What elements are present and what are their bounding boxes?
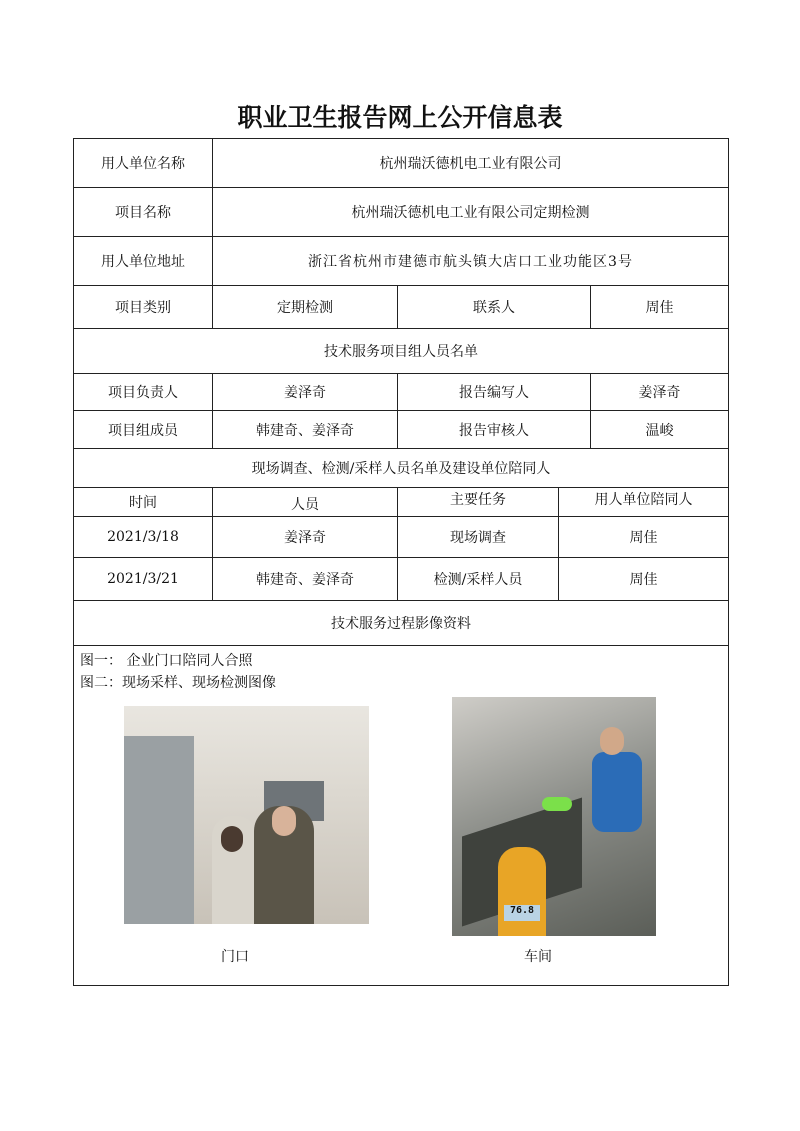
project-label: 项目名称 [73, 187, 213, 237]
employer-label: 用人单位名称 [73, 138, 213, 188]
category-label: 项目类别 [73, 285, 213, 329]
col-task: 主要任务 [397, 487, 559, 517]
meter-reading: 76.8 [504, 905, 540, 921]
survey-header: 现场调查、检测/采样人员名单及建设单位陪同人 [73, 448, 729, 488]
survey-row-1-task: 现场调查 [397, 516, 559, 558]
col-time: 时间 [73, 487, 213, 517]
leader-value: 姜泽奇 [212, 373, 398, 411]
address-value: 浙江省杭州市建德市航头镇大店口工业功能区3号 [212, 236, 729, 286]
writer-label: 报告编写人 [397, 373, 591, 411]
survey-row-1-date: 2021/3/18 [73, 516, 213, 558]
category-value: 定期检测 [212, 285, 398, 329]
survey-row-2-escort: 周佳 [558, 557, 729, 601]
figure-1-label: 图一： 企业门口陪同人合照 [80, 653, 253, 669]
employer-value: 杭州瑞沃德机电工业有限公司 [212, 138, 729, 188]
address-label: 用人单位地址 [73, 236, 213, 286]
workshop-photo [452, 697, 656, 936]
entrance-photo [124, 706, 369, 924]
images-header: 技术服务过程影像资料 [73, 600, 729, 646]
col-escort: 用人单位陪同人 [558, 487, 729, 517]
members-value: 韩建奇、姜泽奇 [212, 410, 398, 449]
reviewer-value: 温峻 [590, 410, 729, 449]
contact-value: 周佳 [590, 285, 729, 329]
reviewer-label: 报告审核人 [397, 410, 591, 449]
photo-2-caption: 车间 [524, 949, 552, 965]
contact-label: 联系人 [397, 285, 591, 329]
project-value: 杭州瑞沃德机电工业有限公司定期检测 [212, 187, 729, 237]
members-label: 项目组成员 [73, 410, 213, 449]
col-staff: 人员 [212, 487, 398, 517]
survey-row-2-staff: 韩建奇、姜泽奇 [212, 557, 398, 601]
survey-row-2-task: 检测/采样人员 [397, 557, 559, 601]
writer-value: 姜泽奇 [590, 373, 729, 411]
team-header: 技术服务项目组人员名单 [73, 328, 729, 374]
page-title: 职业卫生报告网上公开信息表 [237, 103, 563, 132]
survey-row-2-date: 2021/3/21 [73, 557, 213, 601]
survey-row-1-escort: 周佳 [558, 516, 729, 558]
figure-2-label: 图二：现场采样、现场检测图像 [80, 675, 276, 691]
photo-1-caption: 门口 [221, 949, 249, 965]
survey-row-1-staff: 姜泽奇 [212, 516, 398, 558]
leader-label: 项目负责人 [73, 373, 213, 411]
